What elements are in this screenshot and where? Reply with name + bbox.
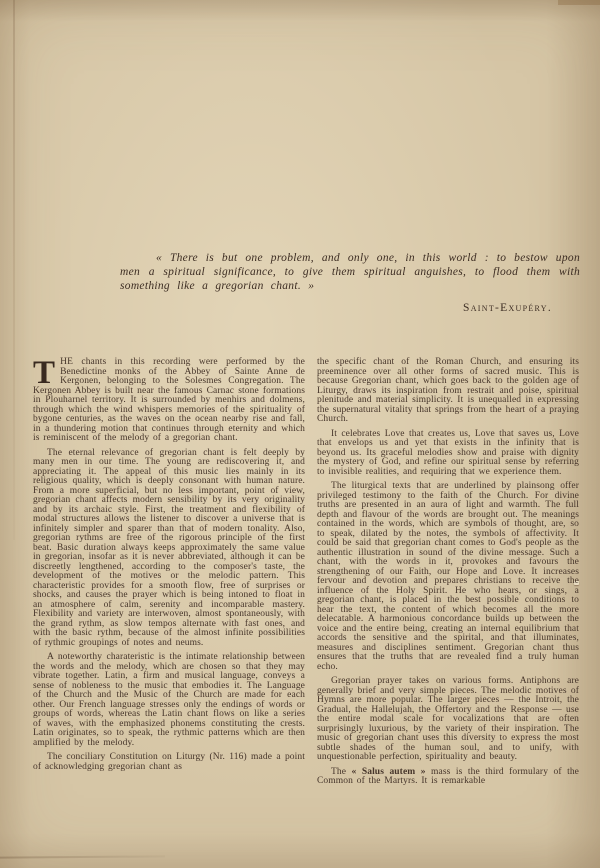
epigraph	[120, 251, 580, 314]
paragraph: The liturgical texts that are underlined by plainsong offer privileged testimony to the faith of the Church. For divine truths are presented in an aura of light and warmth. The full depth and flavour of the words are brought out. The meanings contained in the words, which are symbols of thought, are, so to speak, dilated by the notes, the symbols of affectivity. It could be said that gregorian chant comes to God's people as the authentic illustration in sound of the divine message. Such a chant, with the words in it, provokes and favours the strengthening of our Faith, our Hope and Love. It increases fervour and devotion and prepares christians to receive the influence of the Holy Spirit. He who hears, or sings, a gregorian chant, is placed in the best possible conditions to hear the text, the content of which becomes all the more delecatable. A harmonious concordance builds up between the voice and the entire being, creating an internal equilibrium that accords the sensitive and the spirital, and that illuminates, measures and disciplines sentiment. Gregorian chant thus ensures that the truths that are revealed find a truly human echo.	[317, 481, 579, 672]
paragraph-text: The	[331, 766, 352, 777]
epigraph-attribution: Saint-Exupéry.	[463, 302, 552, 314]
body-columns	[33, 355, 579, 792]
left-column	[33, 355, 305, 792]
dropcap-letter: T	[33, 355, 56, 391]
paragraph-salus-autem	[317, 768, 579, 787]
paper-fold-line	[13, 0, 15, 540]
paragraph: It celebrates Love that creates us, Love that saves us, Love that envelops us and yet that exists in the infinity that is beyond us. Its graceful melodies show and praise with dignity the mystery of God, and refine our spiritual sense by referring to invisible realities, and requiring that we experience them.	[317, 428, 579, 477]
paragraph: A noteworthy charateristic is the intimate relationship between the words and the melody, which are chosen so that they may vibrate together. Latin, a firm and musical language, conveys a sense of nobleness to the music that embodies it. The Language of the Church and the Music of the Church are made for each other. Our French language stresses only the endings of words or groups of words, whereas the Latin chant flows on like a series of waves, with the emphasized phonems constituting the crests. Latin originates, so to speak, the rythmic patterns which are then amplified by the melody.	[33, 652, 305, 748]
paragraph-text: HE chants in this recording were performed by the Benedictine monks of the Abbey of Sainte Anne de Kergonen, belonging to the Solesmes Congregation. The Kergonen Abbey is built near the famous Carnac stone formations in Plouharnel territory. It is surrounded by menhirs and dolmens, through which the wind whispers memories of the spirituality of bygone centuries, as the waves on the ocean nearby rise and fall, in a thundering motion that continues through eternity and which is reminiscent of the melody of a gregorian chant.	[33, 357, 305, 443]
salus-autem-emphasis: « Salus autem »	[351, 766, 426, 777]
epigraph-quote-text: « There is but one problem, and only one, in this world : to bestow upon men a spiritual significance, to give them spiritual anguishes, to flood them with something like a gregorian chant. »	[120, 252, 580, 292]
paragraph-opening	[33, 355, 305, 444]
paragraph: Gregorian prayer takes on various forms. Antiphons are generally brief and very simple pieces. The melodic motives of Hymns are more popular. The larger pieces — the Introit, the Gradual, the Hallelujah, the Offertory and the Response — use the entire modal scale for vocalizations that are often surprisingly luxurious, by the variety of their inspiration. The music of gregorian chant uses this diversity to express the most subtle shades of the human soul, and to unify, with unquestionable perfection, spirituality and beauty.	[317, 676, 579, 762]
paper-bottom-crease	[0, 855, 165, 858]
paragraph: The eternal relevance of gregorian chant is felt deeply by many men in our time. The young are rediscovering it, and appreciating it. The appeal of this music lies mainly in its religious quality, which is deeply consonant with human nature. From a more superficial, but no less important, point of view, gregorian chant affects modern sensibility by its very originality and by its archaic style. First, the treatment and flexibility of modal structures allows the listener to discover a universe that is infinitely simpler and sparer than that of modern tonality. Also, gregorian rythms are free of the rigorous principle of the first beat. Basic duration always keeps approximately the same value in gregorian, insofar as it is never abbreviated, although it can be discreetly lengthened, according to the composer's taste, the development of the motives or the melodic pattern. This characteristic provides for a smooth flow, free of surprises or shocks, and causes the prayer which is being intoned to float in an atmosphere of calm, serenity and incomparable mastery. Flexibility and variety are interwoven, almost spontaneously, with the grand rythm, as slow tempos alternate with fast ones, and with the basic rythm, because of the almost infinite possibilities of rythmic groupings of notes and neums.	[33, 447, 305, 648]
right-column	[317, 358, 579, 792]
paragraph: the specific chant of the Roman Church, and ensuring its preeminence over all other forms of sacred music. This is because Gregorian chant, which goes back to the golden age of Liturgy, draws its inspiration from restrait and poise, spiritual plenitude and material simplicity. It is unequalled in expressing the supernatural vitality that springs from the heart of a praying Church.	[317, 357, 579, 424]
paper-corner-shadow	[558, 0, 600, 5]
paragraph: The conciliary Constitution on Liturgy (Nr. 116) made a point of acknowledging gregorian chant as	[33, 752, 305, 772]
paragraph-text: mass is the third formulary of the Common of the Martyrs. It is remarkable	[317, 766, 579, 786]
